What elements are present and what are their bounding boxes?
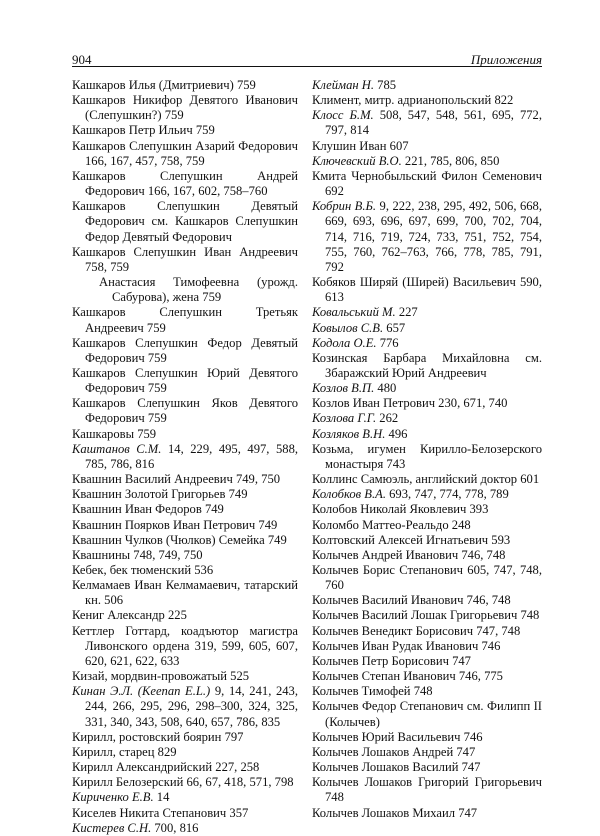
entry-references: 746 xyxy=(478,638,501,653)
entry-references: 601 xyxy=(517,472,540,487)
index-entry xyxy=(72,775,298,790)
entry-references: 797 xyxy=(221,729,244,744)
entry-name: Кебек, бек тюменский xyxy=(72,563,192,577)
entry-name: Колычев Тимофей xyxy=(312,684,411,699)
index-entry xyxy=(72,684,298,729)
entry-name: Колобов Николай Яковлевич xyxy=(312,502,467,517)
index-entry xyxy=(72,563,298,578)
entry-references: 508, 547, 548, 561, 695, 772, 797, 814 xyxy=(325,108,542,138)
entry-name: Коломбо Маттео-Реальдо xyxy=(312,517,449,532)
entry-name: Кистерев С.Н. xyxy=(72,820,152,835)
entry-name: Колычев Иван Рудак Иванович xyxy=(312,638,479,653)
index-entry xyxy=(312,472,542,487)
index-entry xyxy=(312,169,542,199)
entry-references: 227 xyxy=(395,305,418,320)
index-column-left xyxy=(72,78,298,836)
entry-name: Келмамаев Иван Келмамаевич, татарский кн. xyxy=(72,578,298,608)
entry-references: 230, 671, 740 xyxy=(435,396,508,411)
entry-references: 393 xyxy=(466,502,489,517)
entry-references: 759 xyxy=(233,78,256,92)
entry-references: см. Збаражский Юрий Андреевич xyxy=(325,350,542,380)
index-entry xyxy=(72,396,298,426)
entry-references: 747 xyxy=(453,744,476,759)
entry-name: Козинская Барбара Михайловна xyxy=(312,350,510,365)
entry-references: 759 xyxy=(192,123,215,138)
index-entry xyxy=(312,806,542,821)
entry-references: 748 xyxy=(410,684,433,699)
entry-references: 746, 775 xyxy=(455,669,503,684)
entry-name: Колычев Василий Лошак Григорьевич xyxy=(312,608,518,623)
entry-references: 657 xyxy=(383,320,406,335)
index-entry xyxy=(312,518,542,533)
index-entry xyxy=(72,806,298,821)
entry-references: 225 xyxy=(164,608,187,623)
entry-name: Квашнин Василий Андреевич xyxy=(72,472,233,487)
entry-references: 759 xyxy=(134,426,157,441)
entry-name: Квашнин Иван Федоров xyxy=(72,502,202,517)
index-entry xyxy=(72,366,298,396)
running-title: Приложения xyxy=(470,52,542,67)
index-entry xyxy=(72,548,298,563)
index-entry xyxy=(72,442,298,472)
entry-references: 759 xyxy=(143,320,166,335)
entry-name: Кашкаровы xyxy=(72,426,135,441)
entry-references: 822 xyxy=(491,93,514,108)
entry-references: 166, 167, 457, 758, 759 xyxy=(85,153,205,168)
entry-name: Кашкаров Слепушкин Федор Девятый Федорович xyxy=(72,335,298,365)
entry-name: Колобков В.А. xyxy=(312,487,386,502)
entry-name: Козлова Г.Г. xyxy=(312,411,377,426)
entry-name: Кашкаров Петр Ильич xyxy=(72,123,193,138)
entry-references: 9, 222, 238, 295, 492, 506, 668, 669, 693, 696, 697, 699, 700, 702, 704, 714, 716, 719, 724, 733, 751, 752, 754, 755, 760, 762–763, 766, 778, 785, 791, 792 xyxy=(325,199,542,274)
entry-name: Кмита Чернобыльский Филон Семенович xyxy=(312,168,542,183)
entry-references: 319, 599, 605, 607, 620, 621, 622, 633 xyxy=(85,638,298,668)
entry-references: 758, 759 xyxy=(85,259,130,274)
entry-references: 746 xyxy=(460,729,483,744)
entry-name: Колычев Василий Иванович xyxy=(312,593,464,608)
entry-references: 829 xyxy=(154,744,177,759)
entry-name: Кирилл, ростовский боярин xyxy=(72,729,222,744)
index-entry xyxy=(72,745,298,760)
entry-name: Кобяков Ширяй (Ширей) Васильевич xyxy=(312,275,516,290)
header-rule xyxy=(72,66,542,67)
entry-name: Колтовский Алексей Игнатьевич xyxy=(312,532,489,547)
index-entry xyxy=(312,442,542,472)
index-entry xyxy=(72,139,298,169)
entry-name: Кашкаров Слепушкин Яков Девятого Федорович xyxy=(72,396,298,426)
index-entry xyxy=(312,639,542,654)
index-entry xyxy=(312,548,542,563)
entry-references: 759 xyxy=(199,290,222,305)
index-entry xyxy=(312,608,542,623)
entry-references: 747 xyxy=(458,760,481,775)
index-entry xyxy=(72,624,298,669)
entry-name: Ковылов С.В. xyxy=(312,320,384,335)
index-entry xyxy=(72,199,298,244)
entry-references: 593 xyxy=(488,532,511,547)
entry-references: 759 xyxy=(144,350,167,365)
entry-references: 14, 229, 495, 497, 588, 785, 786, 816 xyxy=(85,441,299,471)
entry-references: 480 xyxy=(374,381,397,396)
entry-references: см. Филипп II (Колычев) xyxy=(325,699,543,729)
entry-references: 748, 749, 750 xyxy=(130,547,203,562)
entry-name: Козляков В.Н. xyxy=(312,426,386,441)
entry-references: 749 xyxy=(225,487,248,502)
entry-name: Киселев Никита Степанович xyxy=(72,805,227,820)
index-entry xyxy=(312,275,542,305)
entry-name: Колычев Лошаков Андрей xyxy=(312,744,454,759)
entry-references: 166, 167, 602, 758–760 xyxy=(144,184,268,199)
index-entry xyxy=(72,821,298,836)
entry-references: 9, 14, 241, 243, 244, 266, 295, 296, 298–300, 324, 325, 331, 340, 343, 508, 640, 657, 786, 835 xyxy=(85,684,299,729)
index-entry xyxy=(312,669,542,684)
entry-name: Квашнины xyxy=(72,547,131,562)
entry-references: 749 xyxy=(264,532,287,547)
entry-name: Ковальський М. xyxy=(312,305,396,320)
entry-references: 746, 748 xyxy=(458,547,506,562)
entry-name: Колычев Петр Борисович xyxy=(312,653,449,668)
entry-references: 692 xyxy=(325,184,344,199)
entry-references: 66, 67, 418, 571, 798 xyxy=(183,775,294,790)
entry-references: 357 xyxy=(226,805,249,820)
entry-name: Анастасия Тимофеевна (урожд. Сабурова), жена xyxy=(99,275,298,305)
entry-name: Колычев Федор Степанович xyxy=(312,699,464,714)
entry-references: 749 xyxy=(201,502,224,517)
index-entry xyxy=(312,351,542,381)
entry-references: 14 xyxy=(153,790,170,805)
entry-references: 759 xyxy=(144,381,167,396)
entry-name: Колычев Лошаков Михаил xyxy=(312,805,456,820)
entry-name: Кашкаров Слепушкин Азарий Федорович xyxy=(72,138,298,153)
entry-references: 748 xyxy=(325,790,344,805)
entry-name: Коллинс Самюэль, английский доктор xyxy=(312,472,518,487)
page-number: 904 xyxy=(72,52,92,67)
index-entry xyxy=(312,381,542,396)
entry-name: Клосс Б.М. xyxy=(312,108,374,123)
index-entry xyxy=(72,245,298,275)
entry-name: Клушин Иван xyxy=(312,138,387,153)
index-entry xyxy=(72,790,298,805)
entry-name: Кашкаров Никифор Девятого Иванович (Слепушкин?) xyxy=(72,93,298,123)
index-entry xyxy=(312,533,542,548)
index-entry xyxy=(72,608,298,623)
index-entry xyxy=(312,487,542,502)
index-entry xyxy=(312,502,542,517)
index-entry xyxy=(312,654,542,669)
entry-name: Кеттлер Готтард, коадъютор магистра Ливонского ордена xyxy=(72,623,298,653)
index-entry xyxy=(312,730,542,745)
entry-references: 749 xyxy=(255,517,278,532)
entry-name: Колычев Степан Иванович xyxy=(312,669,456,684)
entry-name: Кирилл Белозерский xyxy=(72,775,184,790)
entry-name: Кобрин В.Б. xyxy=(312,199,377,214)
entry-references: 748 xyxy=(517,608,540,623)
entry-references: 746, 748 xyxy=(463,593,511,608)
index-entry xyxy=(72,93,298,123)
entry-name: Квашнин Золотой Григорьев xyxy=(72,487,226,502)
index-entry xyxy=(312,108,542,138)
entry-references: 590, 613 xyxy=(325,275,542,305)
index-entry xyxy=(72,533,298,548)
entry-name: Кашкаров Слепушкин Третьяк Андреевич xyxy=(72,305,298,335)
entry-name: Козлов В.П. xyxy=(312,381,375,396)
entry-references: 776 xyxy=(376,335,399,350)
entry-name: Квашнин Поярков Иван Петрович xyxy=(72,517,256,532)
index-entry xyxy=(312,78,542,93)
index-entry xyxy=(312,321,542,336)
entry-name: Кирилл Александрийский xyxy=(72,760,213,775)
entry-name: Кашкаров Слепушкин Юрий Девятого Федорович xyxy=(72,365,298,396)
index-entry xyxy=(312,199,542,275)
entry-name: Кашкаров Слепушкин Девятый Федорович xyxy=(72,199,298,229)
index-entry xyxy=(72,518,298,533)
index-entry xyxy=(72,487,298,502)
entry-references: 607 xyxy=(386,138,409,153)
entry-references: см. Кашкаров Слепушкин Федор Девятый Федорович xyxy=(85,214,298,244)
entry-references: 248 xyxy=(448,517,471,532)
entry-references: 785 xyxy=(374,78,397,92)
entry-name: Колычев Венедикт Борисович xyxy=(312,623,474,638)
entry-name: Клейман Н. xyxy=(312,78,375,92)
index-entry xyxy=(312,411,542,426)
index-entry xyxy=(312,684,542,699)
entry-name: Кодола О.Е. xyxy=(312,335,377,350)
index-entry xyxy=(312,427,542,442)
index-entry xyxy=(72,305,298,335)
entry-references: 700, 816 xyxy=(151,820,199,835)
entry-name: Козьма, игумен Кирилло-Белозерского монастыря xyxy=(312,441,542,471)
entry-name: Кинан Э.Л. (Keenan E.L.) xyxy=(72,684,211,699)
entry-name: Ключевский В.О. xyxy=(312,153,402,168)
index-entry xyxy=(312,593,542,608)
entry-name: Колычев Борис Степанович xyxy=(312,563,463,577)
entry-references: 506 xyxy=(101,593,124,608)
index-entry xyxy=(72,730,298,745)
entry-name: Колычев Юрий Васильевич xyxy=(312,729,461,744)
entry-references: 759 xyxy=(161,108,184,123)
index-entry xyxy=(72,760,298,775)
entry-name: Каштанов С.М. xyxy=(72,441,162,456)
entry-name: Кизай, мордвин-провожатый xyxy=(72,669,228,684)
index-entry xyxy=(72,669,298,684)
entry-name: Климент, митр. адрианопольский xyxy=(312,93,492,108)
index-entry xyxy=(312,699,542,729)
index-entry xyxy=(312,775,542,805)
index-entry xyxy=(72,336,298,366)
index-entry xyxy=(72,502,298,517)
entry-name: Кашкаров Слепушкин Иван Андреевич xyxy=(72,244,298,259)
entry-references: 747 xyxy=(455,805,478,820)
entry-name: Кашкаров Илья (Дмитриевич) xyxy=(72,78,234,92)
index-entry xyxy=(312,139,542,154)
index-entry xyxy=(312,563,542,593)
entry-name: Кириченко Е.В. xyxy=(72,790,154,805)
entry-references: 693, 747, 774, 778, 789 xyxy=(385,487,509,502)
index-entry xyxy=(72,275,298,305)
index-entry xyxy=(72,427,298,442)
entry-references: 747 xyxy=(448,653,471,668)
index-entry xyxy=(72,78,298,93)
entry-name: Квашнин Чулков (Чюлков) Семейка xyxy=(72,532,265,547)
index-entry xyxy=(312,396,542,411)
entry-references: 262 xyxy=(376,411,399,426)
entry-name: Кашкаров Слепушкин Андрей Федорович xyxy=(72,168,298,199)
running-header xyxy=(72,44,542,66)
index-entry xyxy=(312,93,542,108)
entry-references: 759 xyxy=(144,411,167,426)
entry-name: Колычев Лошаков Василий xyxy=(312,760,459,775)
entry-name: Кирилл, старец xyxy=(72,744,155,759)
entry-name: Колычев Андрей Иванович xyxy=(312,547,459,562)
index-entry xyxy=(312,305,542,320)
index-entry xyxy=(72,472,298,487)
entry-name: Козлов Иван Петрович xyxy=(312,396,436,411)
index-entry xyxy=(312,760,542,775)
index-entry xyxy=(72,123,298,138)
index-entry xyxy=(312,745,542,760)
index-entry xyxy=(72,578,298,608)
index-entry xyxy=(72,169,298,199)
index-entry xyxy=(312,624,542,639)
entry-references: 536 xyxy=(191,563,214,577)
index-entry xyxy=(312,154,542,169)
entry-references: 221, 785, 806, 850 xyxy=(401,153,500,168)
entry-references: 605, 747, 748, 760 xyxy=(325,563,542,593)
entry-references: 747, 748 xyxy=(473,623,521,638)
entry-references: 227, 258 xyxy=(212,760,260,775)
entry-references: 749, 750 xyxy=(232,472,281,487)
index-entry xyxy=(312,336,542,351)
entry-references: 496 xyxy=(385,426,408,441)
entry-references: 743 xyxy=(383,456,406,471)
entry-name: Колычев Лошаков Григорий Григорьевич xyxy=(312,775,542,790)
entry-references: 525 xyxy=(227,669,250,684)
index-column-right xyxy=(312,78,542,821)
entry-name: Кениг Александр xyxy=(72,608,165,623)
